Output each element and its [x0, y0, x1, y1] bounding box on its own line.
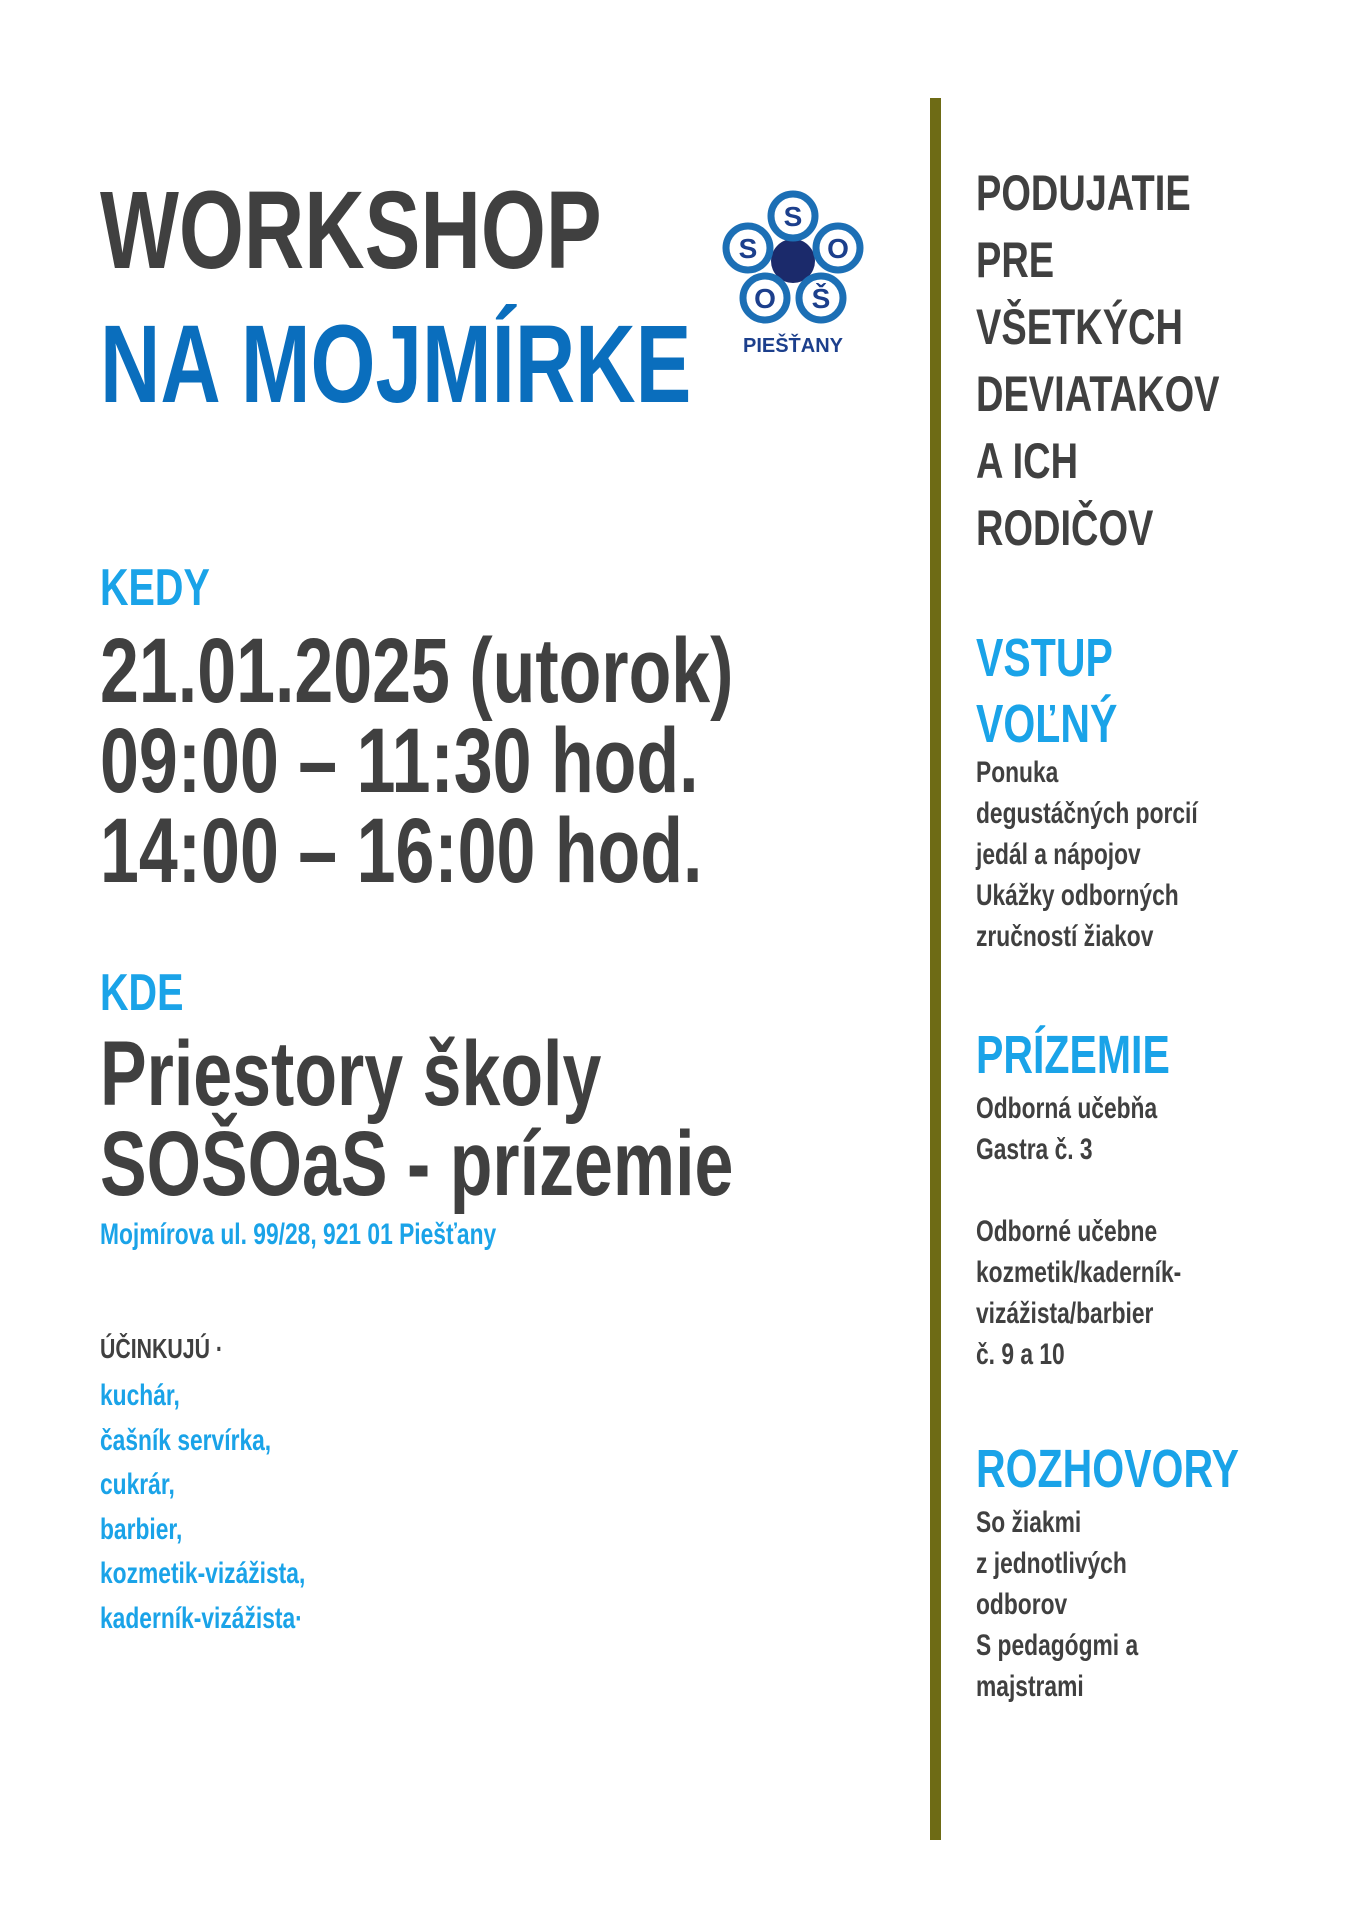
- audience-heading: [976, 160, 1296, 562]
- venue-line-2: SOŠOaS - prízemie: [100, 1113, 734, 1215]
- performer-item: kozmetik-vizážista,: [100, 1557, 306, 1590]
- ground-floor-line: Odborné učebne: [976, 1215, 1158, 1248]
- ground-floor-line: Gastra č. 3: [976, 1133, 1093, 1166]
- talks-line: odborov: [976, 1588, 1068, 1621]
- entry-description-line: jedál a nápojov: [976, 838, 1141, 871]
- entry-description-line: zručností žiakov: [976, 920, 1154, 953]
- audience-line: PRE: [976, 232, 1055, 288]
- logo-letter: O: [827, 233, 849, 264]
- talks-line: z jednotlivých: [976, 1547, 1127, 1580]
- talks-line: So žiakmi: [976, 1506, 1082, 1539]
- ground-floor-line: kozmetik/kaderník-: [976, 1256, 1182, 1289]
- audience-line: DEVIATAKOV: [976, 366, 1220, 422]
- entry-description-line: degustáčných porcií: [976, 797, 1198, 830]
- entry-description-line: Ponuka: [976, 756, 1059, 789]
- talks-line: S pedagógmi a: [976, 1629, 1139, 1662]
- performers-label: ÚČINKUJÚ ·: [100, 1333, 223, 1364]
- venue-address: Mojmírova ul. 99/28, 921 01 Piešťany: [100, 1218, 497, 1251]
- when-label: KEDY: [100, 559, 210, 617]
- entry-heading-line: VOĽNÝ: [976, 694, 1118, 754]
- talks-heading: ROZHOVORY: [976, 1439, 1239, 1499]
- event-time-morning: 09:00 – 11:30 hod.: [100, 710, 699, 812]
- audience-line: VŠETKÝCH: [976, 299, 1183, 355]
- audience-line: PODUJATIE: [976, 165, 1191, 221]
- logo-caption: PIEŠŤANY: [742, 335, 844, 357]
- logo-letter: O: [754, 283, 776, 314]
- school-logo: [718, 186, 868, 364]
- performers-list: [100, 1374, 370, 1641]
- where-label: KDE: [100, 964, 184, 1022]
- ground-floor-room-1: [976, 1088, 1214, 1170]
- ground-floor-heading: PRÍZEMIE: [976, 1025, 1170, 1085]
- entry-heading-line: VSTUP: [976, 628, 1113, 688]
- school-logo-icon: [718, 186, 868, 364]
- logo-letter: S: [783, 201, 803, 232]
- entry-heading: [976, 625, 1162, 757]
- logo-letter: S: [738, 233, 758, 264]
- logo-letter: Š: [811, 283, 831, 314]
- column-divider: [930, 98, 941, 1840]
- ground-floor-line: č. 9 a 10: [976, 1338, 1065, 1371]
- title-line-2: NA MOJMÍRKE: [100, 303, 692, 426]
- entry-description: [976, 752, 1268, 957]
- title-line-1: WORKSHOP: [100, 169, 602, 292]
- performer-item: cukrár,: [100, 1468, 175, 1501]
- event-time-afternoon: 14:00 – 16:00 hod.: [100, 800, 703, 902]
- venue-line-1: Priestory školy: [100, 1023, 602, 1125]
- event-date: 21.01.2025 (utorok): [100, 620, 734, 722]
- ground-floor-line: vizážista/barbier: [976, 1297, 1154, 1330]
- performer-item: barbier,: [100, 1512, 183, 1546]
- entry-description-line: Ukážky odborných: [976, 879, 1179, 912]
- talks-description: [976, 1502, 1189, 1707]
- audience-line: A ICH: [976, 433, 1079, 489]
- ground-floor-room-2: [976, 1211, 1246, 1375]
- performer-item: kuchár,: [100, 1379, 180, 1412]
- talks-line: majstrami: [976, 1670, 1084, 1703]
- performer-item: čašník servírka,: [100, 1423, 272, 1457]
- ground-floor-line: Odborná učebňa: [976, 1092, 1158, 1125]
- performer-item: kaderník-vizážista·: [100, 1601, 303, 1635]
- audience-line: RODIČOV: [976, 500, 1154, 556]
